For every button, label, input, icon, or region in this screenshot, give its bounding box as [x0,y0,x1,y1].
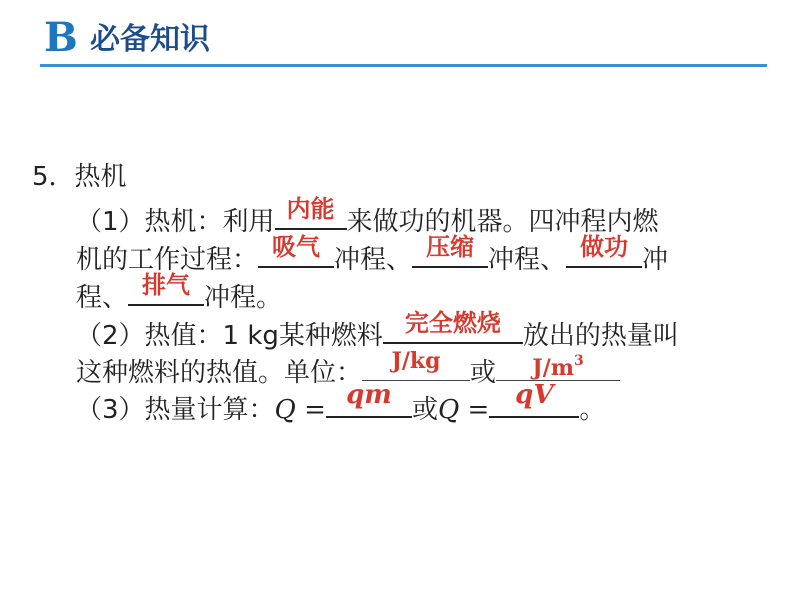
p3-q2: Q [437,395,460,425]
p2-prefix: （2）热值：1 kg某种燃料 [76,321,383,351]
item-heading: 5．热机 [32,162,127,192]
p3-prefix: （3）热量计算： [76,395,275,425]
header-divider [40,64,767,67]
blank-unit2 [496,350,620,381]
answer-qv: qV [515,380,554,410]
p3-eq1: = [295,395,326,425]
section-title: 必备知识 [90,22,210,57]
answer-compress: 压缩 [426,233,475,261]
blank-power [566,233,642,268]
answer-unit1: J/kg [391,348,441,374]
answer-unit2-exponent: 3 [574,353,584,369]
p2-line2-prefix: 这种燃料的热值。单位： [76,358,363,388]
p2-or: 或 [470,358,497,388]
p1-line2-prefix: 机的工作过程： [76,245,259,275]
blank-exhaust [128,271,204,306]
answer-qm: qm [346,380,392,410]
p1-line3-tail: 冲程。 [204,283,283,313]
p3-end: 。 [579,395,606,425]
blank-intake [258,233,334,268]
blank-burn [383,309,523,344]
p1-sep2: 冲程、 [488,245,567,275]
answer-burn: 完全燃烧 [404,309,501,337]
blank-energy [275,195,347,230]
p3-eq2: = [459,395,490,425]
answer-unit2-base: J/m [532,355,575,381]
blank-qv [489,380,579,418]
p2-tail: 放出的热量叫 [522,321,679,351]
blank-qm [326,380,412,418]
p1-tail: 冲 [642,245,669,275]
section-header [0,0,800,70]
answer-power: 做功 [580,233,629,261]
p1-line3-prefix: 程、 [76,283,129,313]
answer-energy: 内能 [286,195,335,223]
p1-sep1: 冲程、 [334,245,413,275]
answer-intake: 吸气 [272,233,321,261]
p1-prefix: （1）热机：利用 [76,207,275,237]
blank-compress [412,233,488,268]
blank-unit1 [362,350,470,381]
p1-mid: 来做功的机器。四冲程内燃 [346,207,659,237]
p1-line3 [76,271,283,315]
p3-line [76,380,606,427]
p3-q1: Q [274,395,296,425]
p3-or: 或 [411,395,438,425]
section-badge: B [44,14,78,61]
answer-exhaust: 排气 [142,271,191,299]
